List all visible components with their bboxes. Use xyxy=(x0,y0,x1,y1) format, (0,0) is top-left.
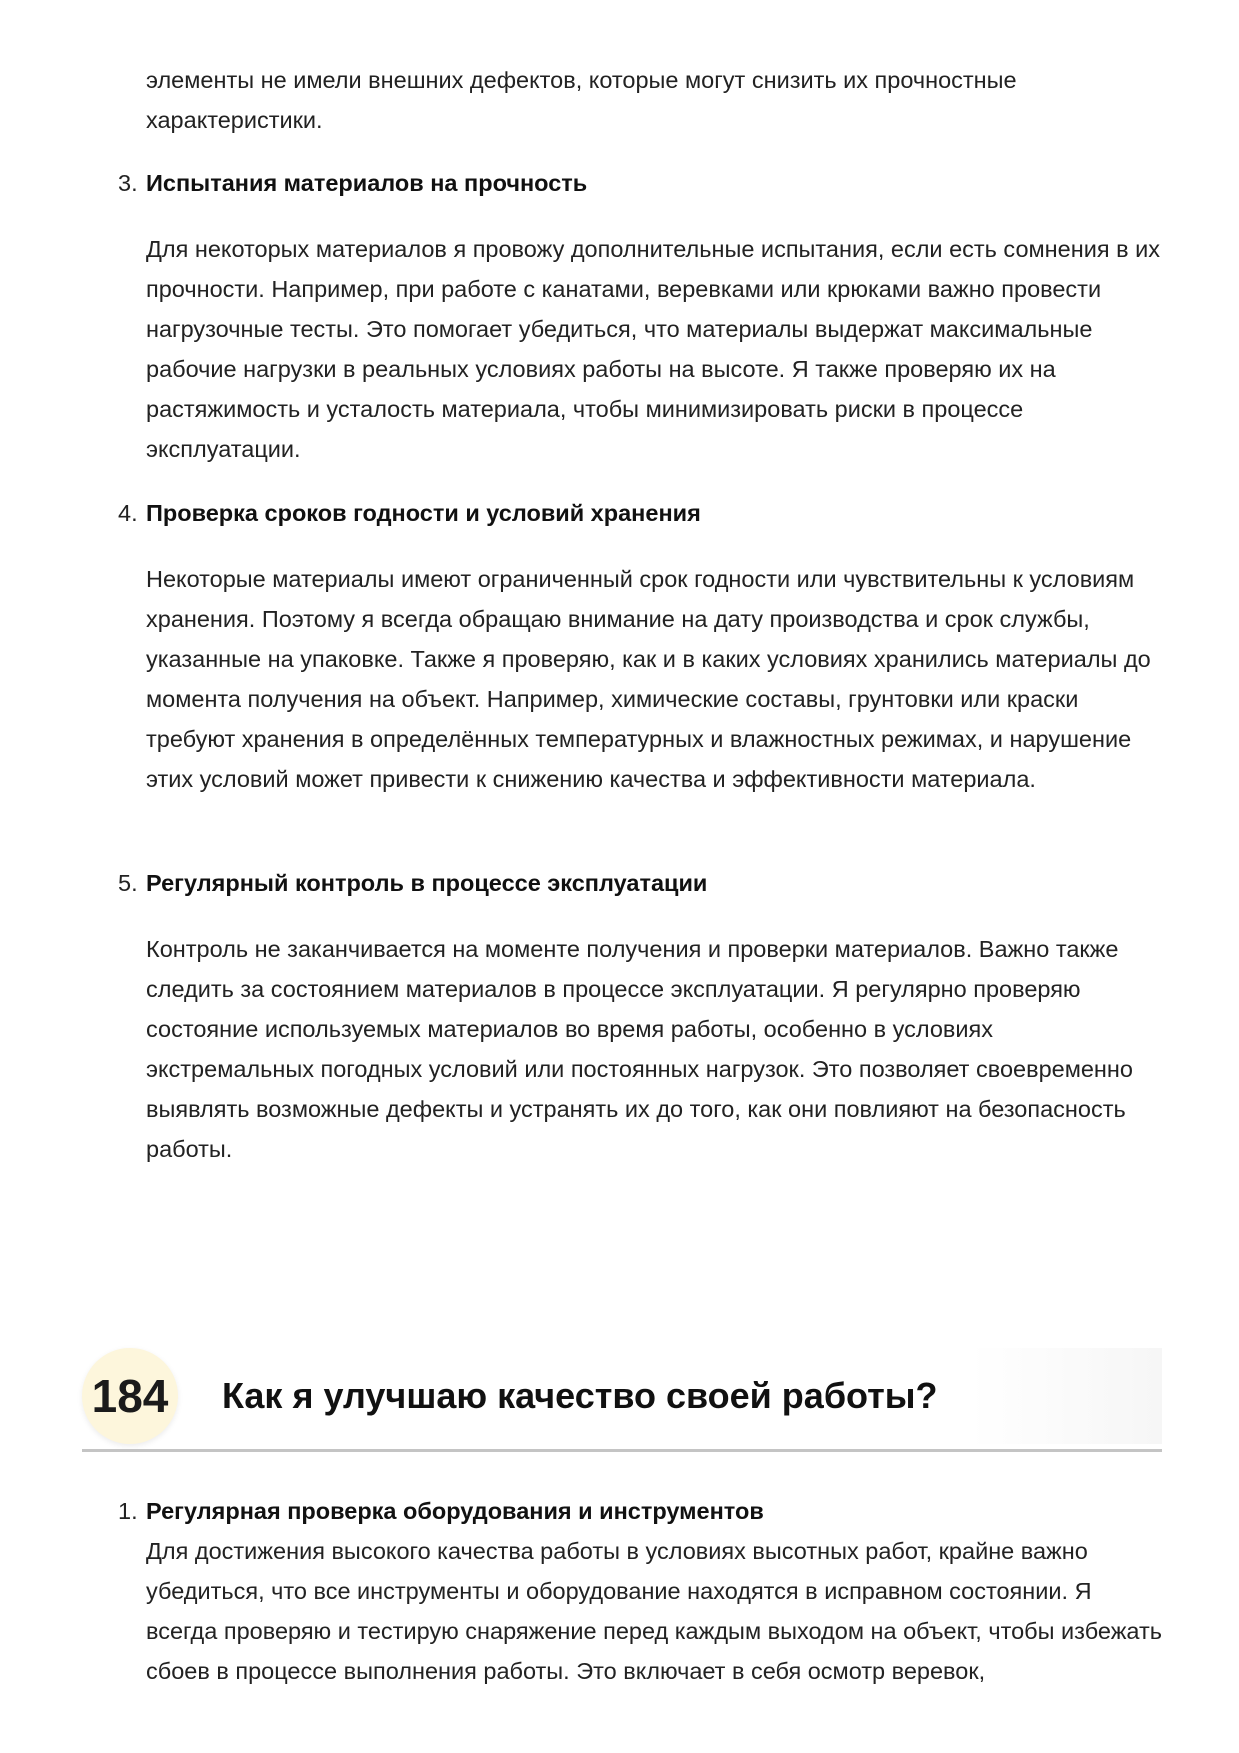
list-item-title: Проверка сроков годности и условий хранения xyxy=(146,500,701,526)
list-item-title: Регулярный контроль в процессе эксплуатации xyxy=(146,870,708,896)
list-item-body: Контроль не заканчивается на моменте получения и проверки материалов. Важно также следить за состоянием материалов в процессе эксплуатации. Я регулярно проверяю состояние используемых материалов во время работы, особенно в условиях экстремальных погодных условий или постоянных нагрузок. Это позволяет своевременно выявлять возможные дефекты и устранять их до того, как они повлияют на безопасность работы. xyxy=(146,936,1133,1162)
list-item-body: Для некоторых материалов я провожу дополнительные испытания, если есть сомнения в их прочности. Например, при работе с канатами, веревками или крюками важно провести нагрузочные тесты. Это помогает убедиться, что материалы выдержат максимальные рабочие нагрузки в реальных условиях работы на высоте. Я также проверяю их на растяжимость и усталость материала, чтобы минимизировать риски в процессе эксплуатации. xyxy=(146,236,1160,462)
section-number: 184 xyxy=(91,1370,169,1422)
list-item-body: Для достижения высокого качества работы в условиях высотных работ, крайне важно убедиться, что все инструменты и оборудование находятся в исправном состоянии. Я всегда проверяю и тестирую снаряжение перед каждым выходом на объект, чтобы избежать сбоев в процессе выполнения работы. Это включает в себя осмотр веревок, xyxy=(146,1538,1162,1684)
list-item-title: Испытания материалов на прочность xyxy=(146,170,588,196)
section-divider xyxy=(82,1449,1162,1452)
list-item-title: Регулярная проверка оборудования и инструментов xyxy=(146,1498,764,1524)
section-header xyxy=(82,1348,1162,1444)
list-item-number: 3. xyxy=(118,170,138,196)
list-item-number: 5. xyxy=(118,870,138,896)
list-item-number: 1. xyxy=(118,1498,138,1524)
list-item-body: Некоторые материалы имеют ограниченный срок годности или чувствительны к условиям хранения. Поэтому я всегда обращаю внимание на дату производства и срок службы, указанные на упаковке. Также я проверяю, как и в каких условиях хранились материалы до момента получения на объект. Например, химические составы, грунтовки или краски требуют хранения в определённых температурных и влажностных режимах, и нарушение этих условий может привести к снижению качества и эффективности материала. xyxy=(146,566,1151,792)
continuation-paragraph: элементы не имели внешних дефектов, которые могут снизить их прочностные характеристики. xyxy=(146,67,1017,133)
section-number-badge xyxy=(82,1348,178,1444)
list-item-number: 4. xyxy=(118,500,138,526)
section-title: Как я улучшаю качество своей работы? xyxy=(222,1375,938,1416)
